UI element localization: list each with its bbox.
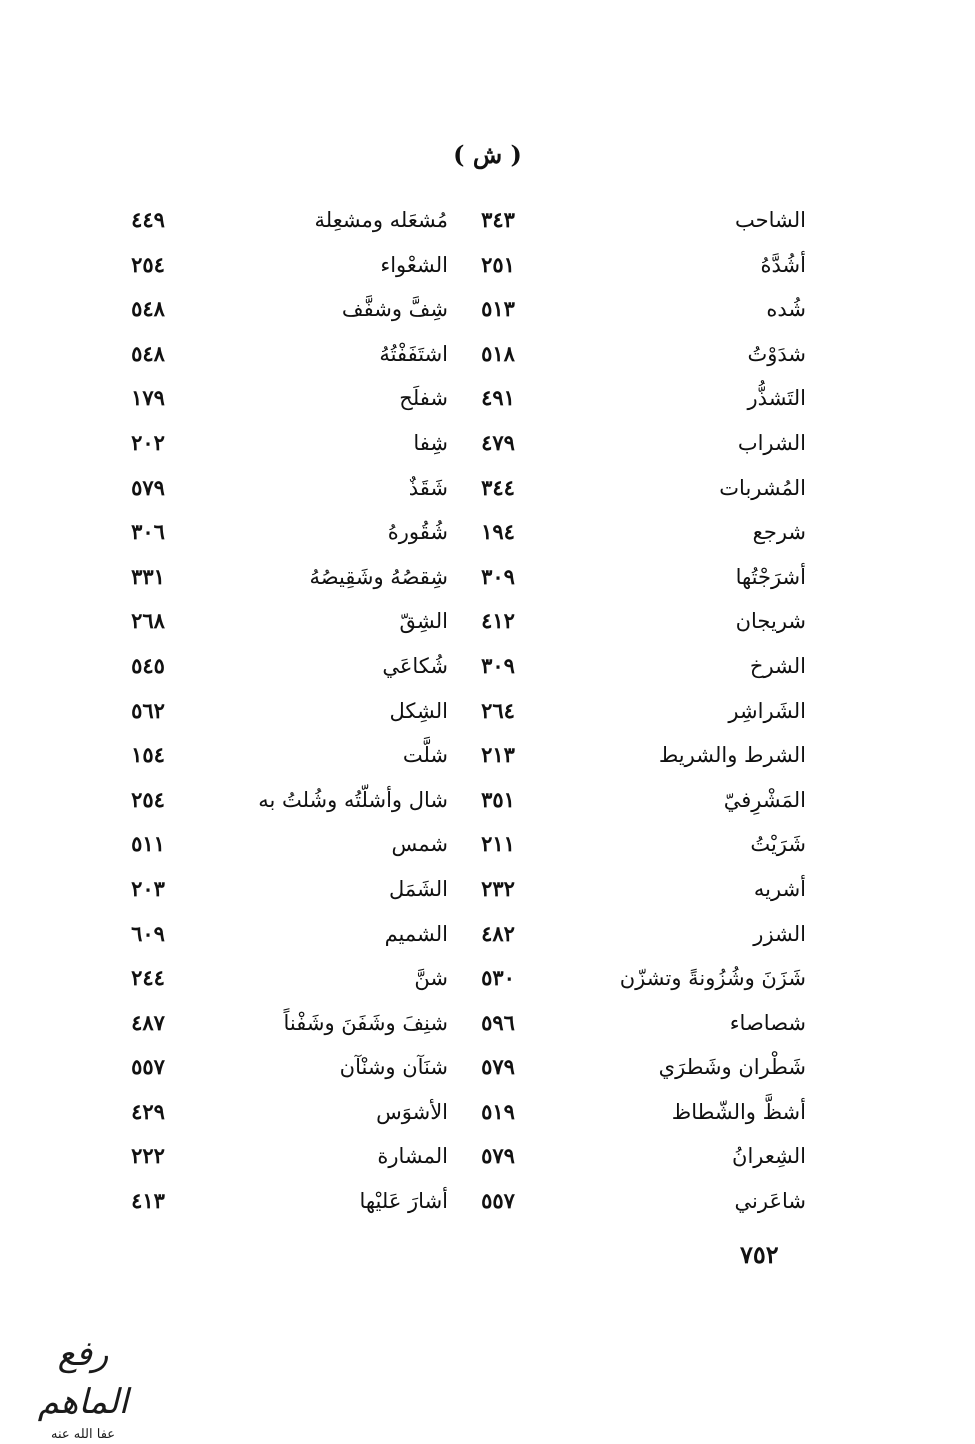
entry-word: المُشربات <box>719 475 806 500</box>
entry-page: ٣٠٩ <box>481 563 515 589</box>
entry-word: الشَراشِر <box>728 698 806 723</box>
entry-page: ٤٧٩ <box>481 429 515 455</box>
entry-word: الشِقّ <box>399 609 448 634</box>
entry-word: الشِكل <box>389 698 448 723</box>
entry-word: شَطْران وشَطرَي <box>658 1055 806 1080</box>
entry-word: شلَّت <box>402 743 448 768</box>
index-row <box>120 1134 820 1179</box>
entry-word: شفلَح <box>399 386 448 411</box>
entry-word: الشميم <box>384 921 448 946</box>
entry-page: ٥١٩ <box>481 1098 515 1124</box>
entry-word: الشرخ <box>749 653 806 678</box>
entry-word: أشريه <box>753 876 806 901</box>
entry-page: ٥٧٩ <box>131 474 165 500</box>
index-row <box>120 867 820 912</box>
entry-page: ٥٤٨ <box>131 296 165 322</box>
entry-page: ٥٣٠ <box>481 965 515 991</box>
entry-word: شريجان <box>735 609 806 634</box>
entry-word: شَزَنَ وشُزُونةً وتشزّن <box>619 966 806 991</box>
index-row <box>120 332 820 377</box>
index-row <box>120 287 820 332</box>
entry-page: ٥٩٦ <box>481 1009 515 1035</box>
entry-word: أشظَّ والشّطاظ <box>671 1099 806 1124</box>
entry-word: اشتَفَفْتُهُ <box>379 341 448 366</box>
entry-page: ١٧٩ <box>131 385 165 411</box>
entry-word: شال وأشلّتُه وشُلتُ به <box>258 787 448 812</box>
index-row <box>120 1001 820 1046</box>
entry-page: ٤١٣ <box>131 1188 165 1214</box>
entry-word: شنَّ <box>414 966 448 991</box>
entry-page: ٦٠٩ <box>131 920 165 946</box>
entry-page: ٥٤٥ <box>131 652 165 678</box>
entry-word: أشُدَّهُ <box>760 252 806 277</box>
entry-page: ٣٠٩ <box>481 652 515 678</box>
entry-page: ٤٨٧ <box>131 1009 165 1035</box>
index-row <box>120 243 820 288</box>
entry-word: الأشوَس <box>376 1099 448 1124</box>
index-row <box>120 733 820 778</box>
index-row <box>120 376 820 421</box>
entry-page: ٤٩١ <box>481 385 515 411</box>
entry-word: التَشذُّر <box>747 386 806 411</box>
entry-page: ٥٤٨ <box>131 340 165 366</box>
entry-word: الشاحب <box>735 208 806 232</box>
entry-page: ١٥٤ <box>131 742 165 768</box>
entry-page: ٤٨٢ <box>481 920 515 946</box>
entry-page: ٥١٨ <box>481 340 515 366</box>
entry-word: أشارَ عَليْها <box>359 1189 448 1214</box>
entry-word: شِفا <box>413 430 448 455</box>
index-row <box>120 1090 820 1135</box>
entry-page: ٢٦٨ <box>131 608 165 634</box>
entry-word: أشرَجْتُها <box>735 564 806 589</box>
entry-page: ٤٤٩ <box>131 207 165 232</box>
entry-word: شنِفَ وشَفَنَ وشَفْناً <box>283 1010 448 1035</box>
entry-word: شُكاعَي <box>382 653 448 678</box>
index-row <box>120 644 820 689</box>
index-table <box>120 198 820 1224</box>
entry-page: ٥١١ <box>131 831 165 857</box>
entry-word: المَشْرِفيّ <box>723 787 806 812</box>
entry-page: ٥٧٩ <box>481 1054 515 1080</box>
entry-page: ٢٥٤ <box>131 786 165 812</box>
entry-page: ٢٦٤ <box>481 697 515 723</box>
entry-word: الشَمَل <box>388 876 448 901</box>
entry-page: ٢٥١ <box>481 251 515 277</box>
index-row <box>120 689 820 734</box>
stamp-sub-text: عفا الله عنه <box>50 1427 116 1442</box>
entry-page: ٢٠٣ <box>131 875 165 901</box>
entry-page: ٣٤٤ <box>481 474 515 500</box>
entry-page: ٢٤٤ <box>131 965 165 991</box>
entry-page: ١٩٤ <box>481 519 515 545</box>
entry-word: الشراب <box>737 430 806 455</box>
entry-page: ٢٣٢ <box>481 875 515 901</box>
stamp-main-text: رفع الماهم <box>37 1334 129 1422</box>
index-row <box>120 466 820 511</box>
entry-word: شُقُورهُ <box>387 520 448 545</box>
index-row <box>120 822 820 867</box>
index-row <box>120 1045 820 1090</box>
entry-word: الشزر <box>753 921 806 946</box>
entry-word: شصاصاء <box>729 1010 806 1035</box>
entry-page: ٣٥١ <box>481 786 515 812</box>
entry-word: شِفَّ وشفَّف <box>341 297 448 322</box>
entry-word: المشارة <box>377 1144 448 1169</box>
entry-page: ٥٥٧ <box>481 1188 515 1214</box>
index-row <box>120 421 820 466</box>
entry-page: ٢١١ <box>481 831 515 857</box>
entry-page: ٥٦٢ <box>131 697 165 723</box>
page-number: ٧٥٢ <box>740 1240 779 1269</box>
entry-page: ٤١٢ <box>481 608 515 634</box>
entry-page: ٢٢٢ <box>131 1143 165 1169</box>
index-row <box>120 555 820 600</box>
entry-page: ٤٢٩ <box>131 1098 165 1124</box>
entry-word: شدَوْتُ <box>747 341 806 366</box>
entry-page: ٣٣١ <box>131 563 165 589</box>
index-row <box>120 778 820 823</box>
entry-page: ٢٥٤ <box>131 251 165 277</box>
entry-page: ٣٤٣ <box>481 207 515 232</box>
entry-word: شرجع <box>752 520 806 545</box>
entry-word: الشعْواء <box>380 252 448 277</box>
entry-word: الشِعرانُ <box>732 1144 806 1169</box>
entry-word: شاعَرني <box>734 1189 806 1214</box>
entry-word: شِقصُهُ وشَقِيصُهُ <box>309 564 448 589</box>
entry-word: مُشعَله ومشعِلة <box>314 208 448 232</box>
uploader-stamp <box>28 1330 138 1442</box>
index-row <box>120 510 820 555</box>
entry-page: ٣٠٦ <box>131 519 165 545</box>
index-row <box>120 912 820 957</box>
entry-page: ٥١٣ <box>481 296 515 322</box>
index-row <box>120 198 820 243</box>
entry-word: شَرَيْتُ <box>750 832 806 857</box>
index-row <box>120 956 820 1001</box>
entry-page: ٢١٣ <box>481 742 515 768</box>
entry-page: ٢٠٢ <box>131 429 165 455</box>
index-row <box>120 1179 820 1224</box>
index-row <box>120 599 820 644</box>
entry-word: الشرط والشريط <box>658 743 806 768</box>
entry-page: ٥٧٩ <box>481 1143 515 1169</box>
section-heading: ( ش ) <box>453 140 522 169</box>
entry-page: ٥٥٧ <box>131 1054 165 1080</box>
entry-word: شمس <box>391 832 448 857</box>
entry-word: شَقَذٌ <box>408 475 448 500</box>
entry-word: شنَآن وشنْآن <box>339 1055 448 1080</box>
entry-word: شُده <box>766 297 806 322</box>
